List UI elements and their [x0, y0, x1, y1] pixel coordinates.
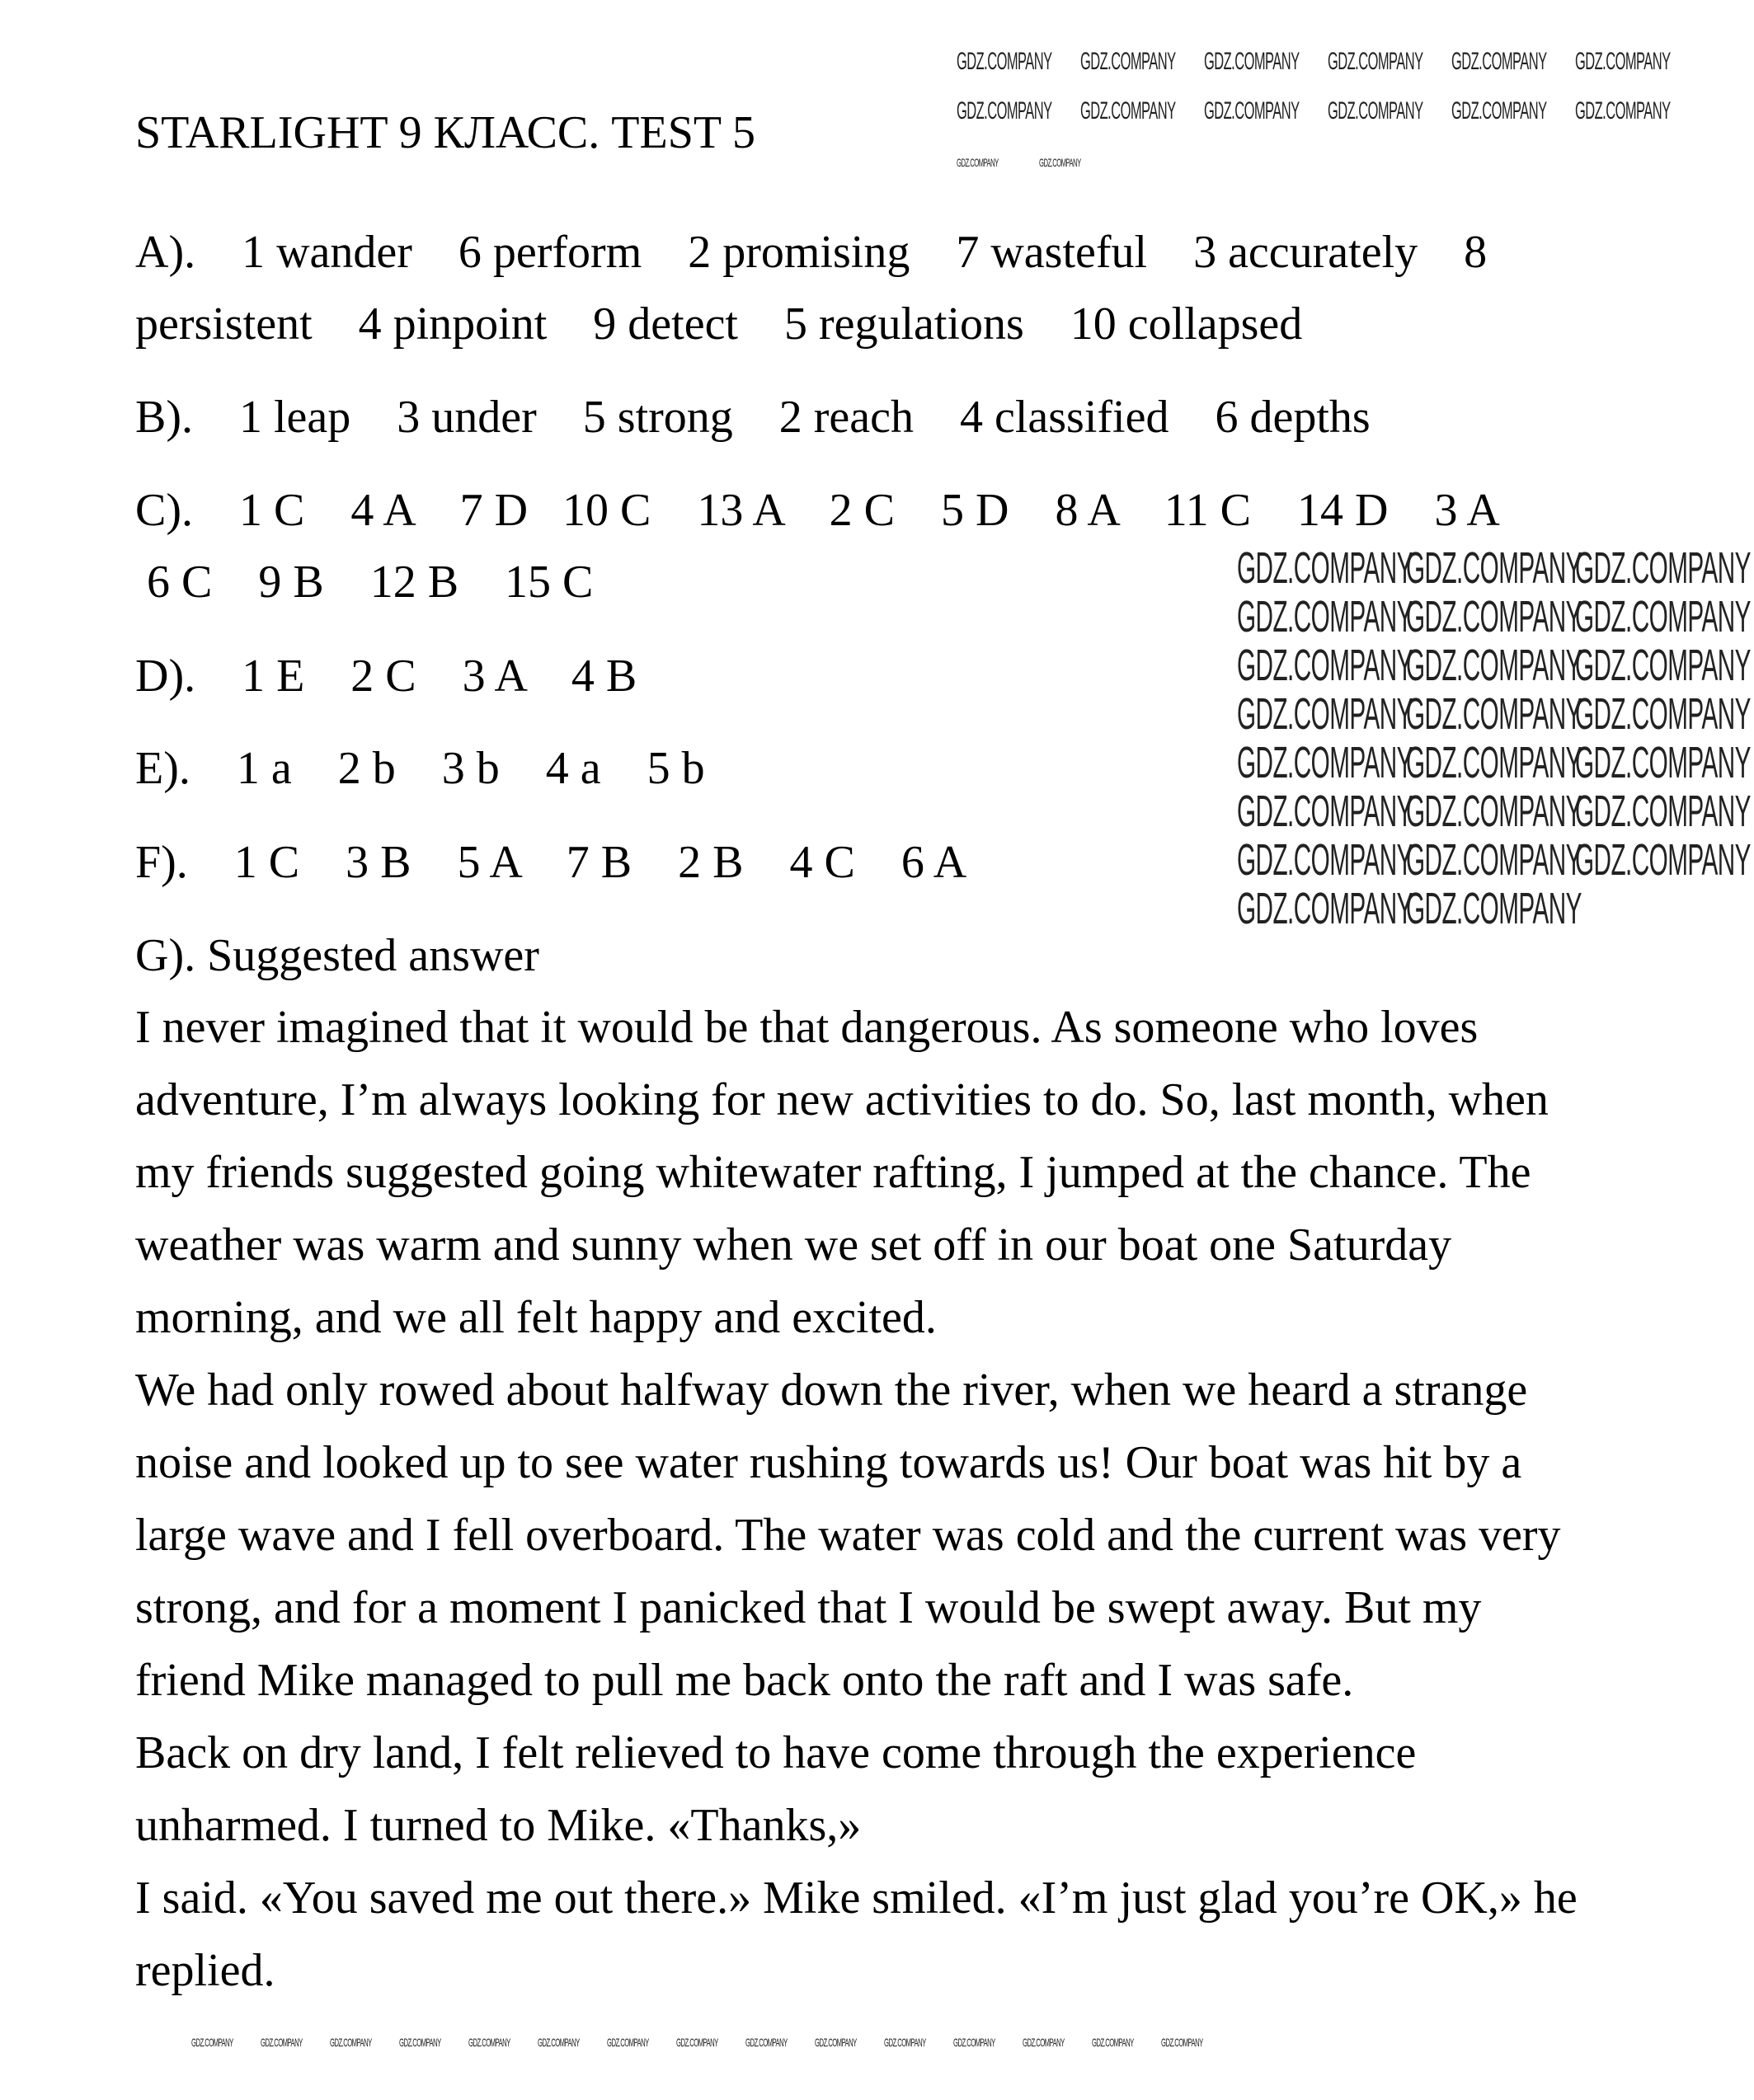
- watermark: GDZ.COMPANY: [745, 2036, 788, 2049]
- watermark: GDZ.COMPANY: [1406, 689, 1582, 739]
- watermark: GDZ.COMPANY: [1575, 689, 1751, 739]
- watermark: GDZ.COMPANY: [538, 2036, 580, 2049]
- watermark: GDZ.COMPANY: [1575, 641, 1751, 690]
- watermark: GDZ.COMPANY: [1406, 787, 1582, 836]
- answers-b: B). 1 leap 3 under 5 strong 2 reach 4 classified 6 depths: [135, 392, 1371, 443]
- essay-line: large wave and I fell overboard. The water was cold and the current was very: [135, 1510, 1561, 1561]
- watermark: GDZ.COMPANY: [1575, 835, 1751, 885]
- watermark: GDZ.COMPANY: [468, 2036, 510, 2049]
- watermark: GDZ.COMPANY: [1237, 884, 1413, 933]
- watermark: GDZ.COMPANY: [1237, 787, 1413, 836]
- watermark: GDZ.COMPANY: [1023, 2036, 1065, 2049]
- watermark: GDZ.COMPANY: [1237, 641, 1413, 690]
- answers-d: D). 1 E 2 C 3 A 4 B: [135, 651, 637, 702]
- answers-f: F). 1 C 3 B 5 A 7 B 2 B 4 C 6 A: [135, 837, 967, 888]
- essay-line: adventure, I’m always looking for new activities to do. So, last month, when: [135, 1074, 1549, 1125]
- watermark: GDZ.COMPANY: [1080, 48, 1176, 75]
- watermark: GDZ.COMPANY: [957, 97, 1052, 124]
- essay-line: my friends suggested going whitewater rafting, I jumped at the chance. The: [135, 1147, 1531, 1198]
- answers-a-line-1: A). 1 wander 6 perform 2 promising 7 wasteful 3 accurately 8: [135, 227, 1488, 278]
- essay-line: I said. «You saved me out there.» Mike smiled. «I’m just glad you’re OK,» he: [135, 1872, 1578, 1924]
- watermark: GDZ.COMPANY: [1328, 48, 1423, 75]
- watermark: GDZ.COMPANY: [1575, 48, 1671, 75]
- essay-line: morning, and we all felt happy and excited.: [135, 1292, 937, 1343]
- watermark: GDZ.COMPANY: [1080, 97, 1176, 124]
- essay-line: Back on dry land, I felt relieved to have come through the experience: [135, 1727, 1417, 1778]
- watermark: GDZ.COMPANY: [1092, 2036, 1134, 2049]
- watermark: GDZ.COMPANY: [1406, 884, 1582, 933]
- essay-line: replied.: [135, 1945, 275, 1996]
- essay-line: I never imagined that it would be that dangerous. As someone who loves: [135, 1002, 1479, 1053]
- watermark: GDZ.COMPANY: [1237, 689, 1413, 739]
- watermark: GDZ.COMPANY: [1406, 543, 1582, 593]
- answers-g-heading: G). Suggested answer: [135, 930, 539, 981]
- answers-a-line-2: persistent 4 pinpoint 9 detect 5 regulations 10 collapsed: [135, 298, 1303, 350]
- watermark: GDZ.COMPANY: [1451, 48, 1547, 75]
- essay-line: weather was warm and sunny when we set off in our boat one Saturday: [135, 1219, 1452, 1271]
- watermark: GDZ.COMPANY: [1406, 738, 1582, 787]
- watermark: GDZ.COMPANY: [1406, 835, 1582, 885]
- watermark: GDZ.COMPANY: [1406, 592, 1582, 641]
- watermark: GDZ.COMPANY: [1204, 97, 1300, 124]
- answers-c-line-1: C). 1 C 4 A 7 D 10 C 13 A 2 C 5 D 8 A 11 C 14 D 3 A: [135, 485, 1500, 536]
- essay-line: friend Mike managed to pull me back onto the raft and I was safe.: [135, 1655, 1354, 1706]
- watermark: GDZ.COMPANY: [1039, 156, 1081, 169]
- watermark: GDZ.COMPANY: [1575, 738, 1751, 787]
- watermark: GDZ.COMPANY: [957, 156, 999, 169]
- watermark: GDZ.COMPANY: [815, 2036, 857, 2049]
- watermark: GDZ.COMPANY: [1451, 97, 1547, 124]
- watermark: GDZ.COMPANY: [261, 2036, 303, 2049]
- watermark: GDZ.COMPANY: [1237, 835, 1413, 885]
- watermark: GDZ.COMPANY: [1406, 641, 1582, 690]
- watermark: GDZ.COMPANY: [1328, 97, 1423, 124]
- watermark: GDZ.COMPANY: [330, 2036, 372, 2049]
- watermark: GDZ.COMPANY: [1161, 2036, 1203, 2049]
- watermark: GDZ.COMPANY: [1575, 787, 1751, 836]
- watermark: GDZ.COMPANY: [1237, 592, 1413, 641]
- essay-line: unharmed. I turned to Mike. «Thanks,»: [135, 1800, 862, 1851]
- watermark: GDZ.COMPANY: [1204, 48, 1300, 75]
- watermark: GDZ.COMPANY: [191, 2036, 233, 2049]
- watermark: GDZ.COMPANY: [1575, 592, 1751, 641]
- essay-line: We had only rowed about halfway down the river, when we heard a strange: [135, 1365, 1528, 1416]
- watermark: GDZ.COMPANY: [957, 48, 1052, 75]
- watermark: GDZ.COMPANY: [953, 2036, 995, 2049]
- essay-line: noise and looked up to see water rushing towards us! Our boat was hit by a: [135, 1437, 1522, 1488]
- watermark: GDZ.COMPANY: [676, 2036, 718, 2049]
- answers-c-line-2: 6 C 9 B 12 B 15 C: [135, 557, 594, 608]
- watermark: GDZ.COMPANY: [1237, 738, 1413, 787]
- watermark: GDZ.COMPANY: [1575, 97, 1671, 124]
- answers-e: E). 1 a 2 b 3 b 4 a 5 b: [135, 743, 705, 794]
- watermark: GDZ.COMPANY: [399, 2036, 441, 2049]
- watermark: GDZ.COMPANY: [607, 2036, 649, 2049]
- watermark: GDZ.COMPANY: [1575, 543, 1751, 593]
- watermark: GDZ.COMPANY: [1237, 543, 1413, 593]
- watermark: GDZ.COMPANY: [884, 2036, 926, 2049]
- essay-line: strong, and for a moment I panicked that I would be swept away. But my: [135, 1582, 1482, 1633]
- page-title: STARLIGHT 9 КЛАСС. TEST 5: [135, 107, 756, 158]
